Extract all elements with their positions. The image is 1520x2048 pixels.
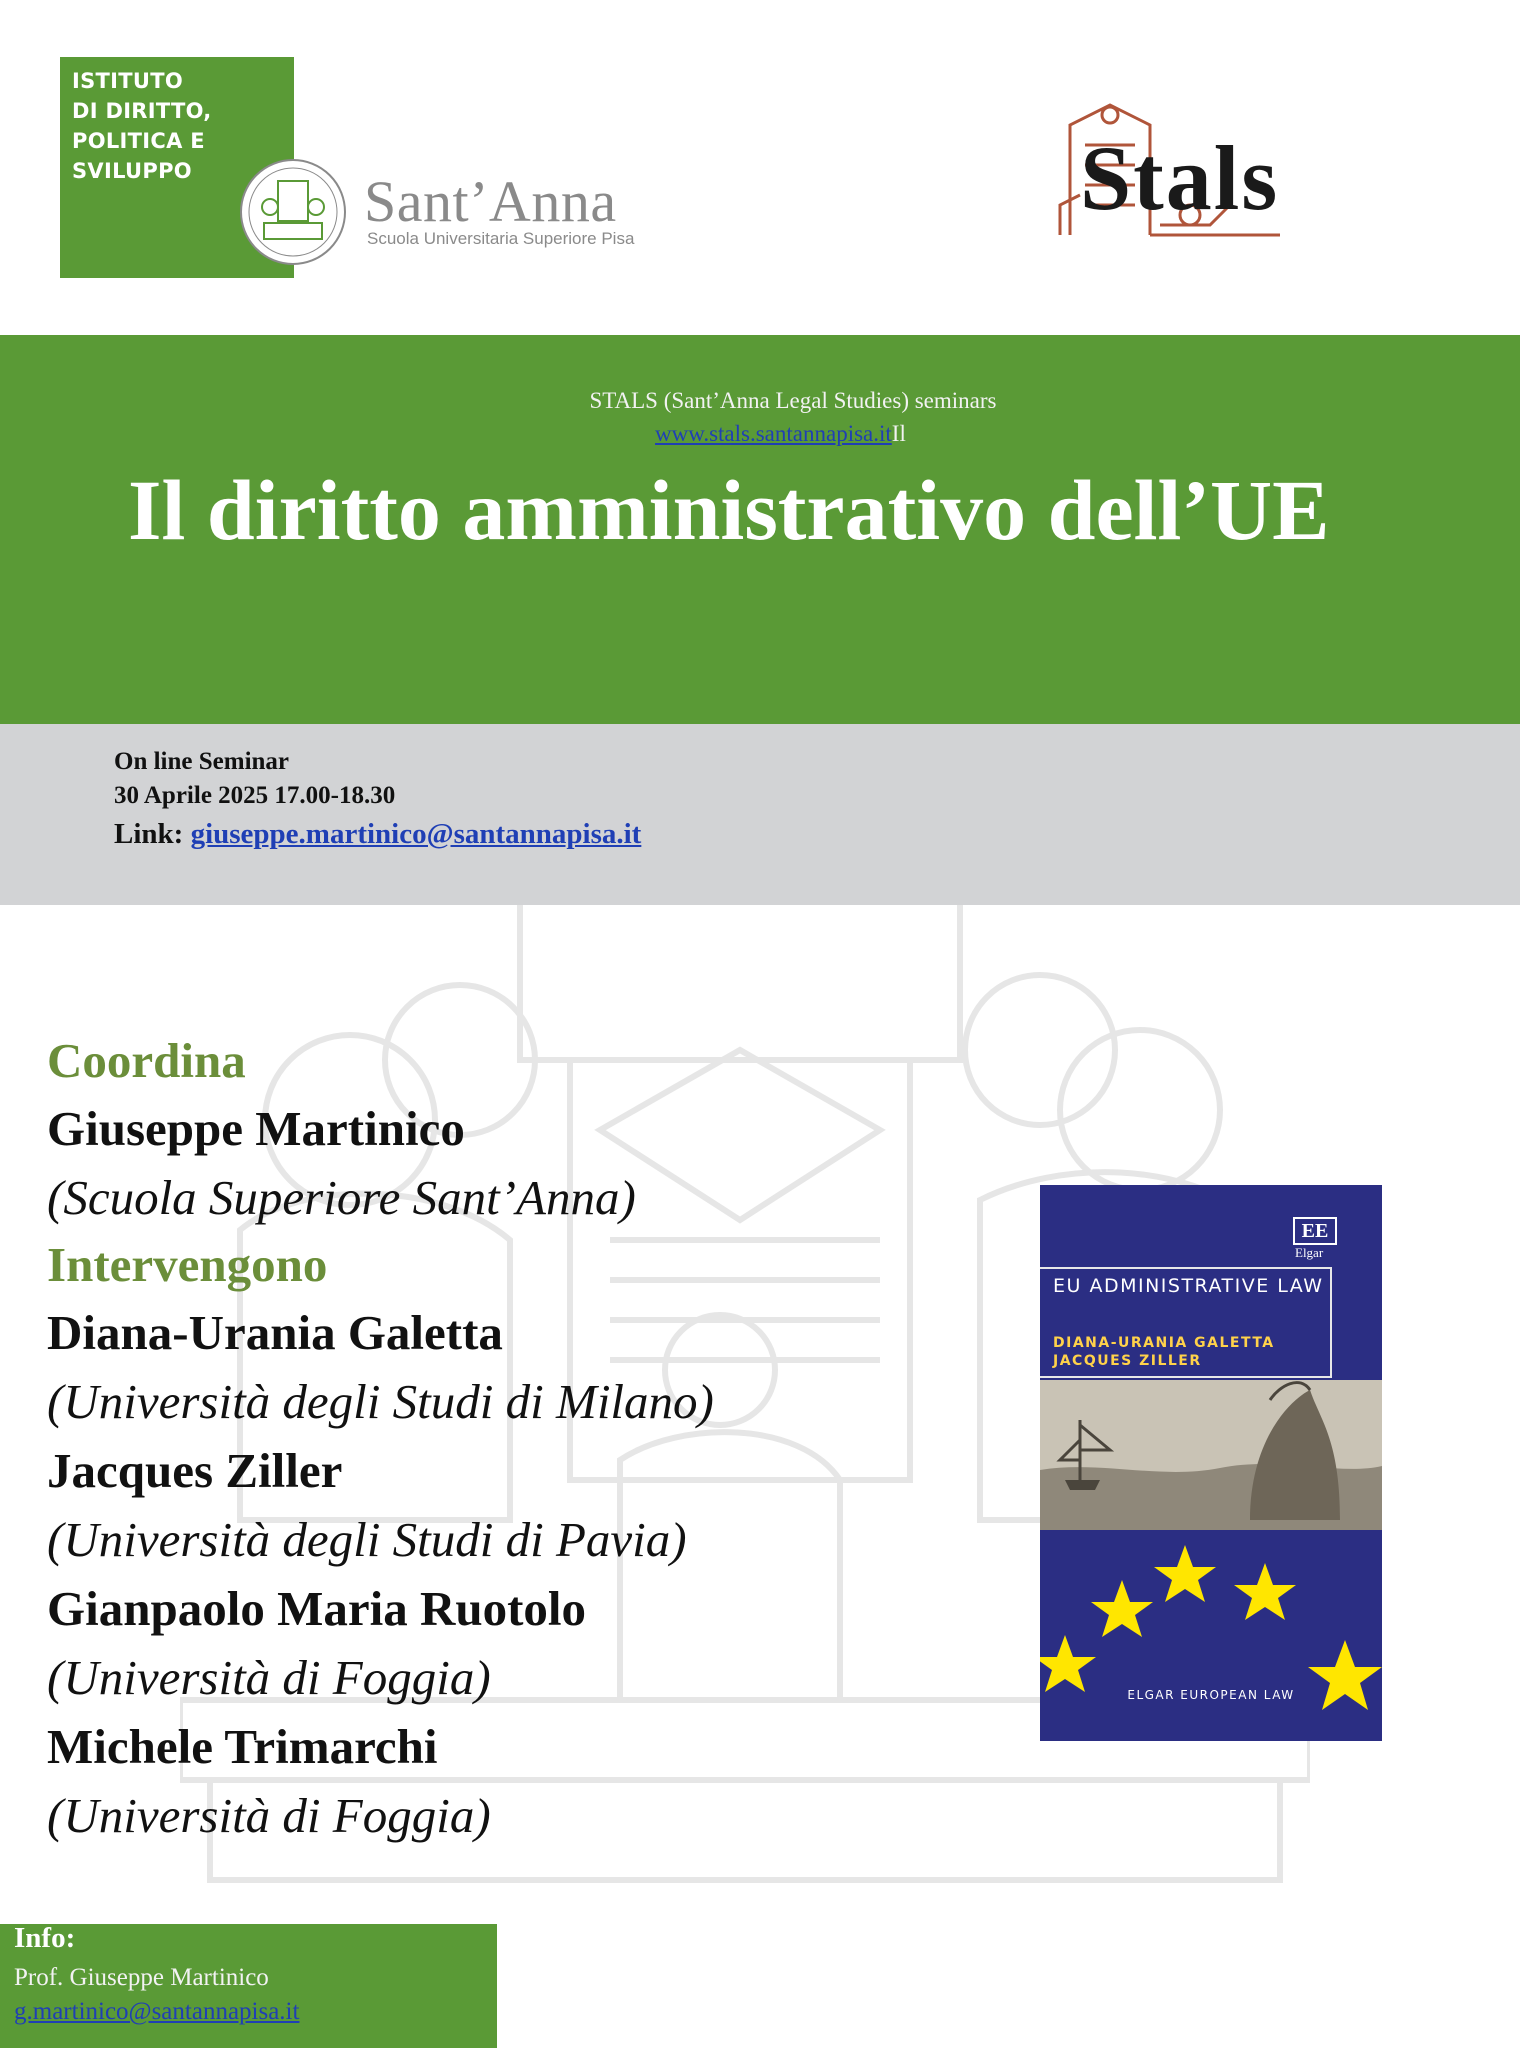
university-name: Sant’Anna — [364, 169, 617, 234]
seminar-date: 30 Aprile 2025 17.00-18.30 — [114, 782, 396, 809]
stals-logo-text: Stals — [1080, 127, 1280, 229]
seminar-series: STALS (Sant’Anna Legal Studies) seminars — [589, 388, 997, 413]
speaker-affiliation: (Università di Foggia) — [47, 1650, 491, 1705]
banner-url-line — [655, 421, 906, 447]
link-label: Link: — [114, 818, 191, 850]
seminar-title: Il diritto amministrativo dell’UE — [128, 462, 1330, 558]
contact-name: Prof. Giuseppe Martinico — [14, 1964, 269, 1991]
seminar-link-line — [114, 818, 641, 851]
university-subtitle: Scuola Universitaria Superiore Pisa — [367, 229, 635, 248]
speaker-name: Michele Trimarchi — [47, 1719, 438, 1774]
institute-name — [72, 66, 212, 186]
book-cover-engraving — [1040, 1380, 1382, 1530]
info-heading: Info: — [14, 1922, 76, 1954]
institute-line: DI DIRITTO, — [72, 99, 212, 123]
banner-url-suffix: Il — [891, 421, 906, 446]
institute-line: SVILUPPO — [72, 159, 192, 183]
speaker-affiliation: (Università di Foggia) — [47, 1788, 491, 1843]
book-author: DIANA-URANIA GALETTA — [1053, 1335, 1275, 1351]
contact-email-link[interactable]: g.martinico@santannapisa.it — [14, 1998, 300, 2025]
publisher-name: Elgar — [1295, 1245, 1324, 1260]
book-series: ELGAR EUROPEAN LAW — [1127, 1688, 1295, 1702]
institute-line: POLITICA E — [72, 129, 205, 153]
coordinator-affiliation: (Scuola Superiore Sant’Anna) — [47, 1170, 636, 1225]
stals-website-link[interactable]: www.stals.santannapisa.it — [655, 421, 892, 446]
coordinator-name: Giuseppe Martinico — [47, 1101, 465, 1156]
panel-label: Intervengono — [47, 1237, 328, 1292]
speaker-affiliation: (Università degli Studi di Milano) — [47, 1374, 714, 1429]
speaker-name: Diana-Urania Galetta — [47, 1305, 503, 1360]
speaker-name: Jacques Ziller — [47, 1443, 343, 1498]
eu-stars-graphic — [1040, 1535, 1382, 1735]
speaker-name: Gianpaolo Maria Ruotolo — [47, 1581, 587, 1636]
coordinator-label: Coordina — [47, 1033, 246, 1088]
book-title: EU ADMINISTRATIVE LAW — [1053, 1275, 1324, 1297]
seminar-type: On line Seminar — [114, 748, 290, 775]
speaker-affiliation: (Università degli Studi di Pavia) — [47, 1512, 687, 1567]
university-seal-icon — [238, 157, 348, 267]
book-authors — [1053, 1334, 1275, 1370]
book-author: JACQUES ZILLER — [1053, 1353, 1202, 1369]
speakers-list — [47, 1028, 947, 1850]
seminar-link[interactable]: giuseppe.martinico@santannapisa.it — [190, 818, 642, 850]
institute-line: ISTITUTO — [72, 69, 184, 93]
contact-email-line — [14, 1998, 299, 2026]
publisher-mark: EE — [1293, 1217, 1337, 1245]
